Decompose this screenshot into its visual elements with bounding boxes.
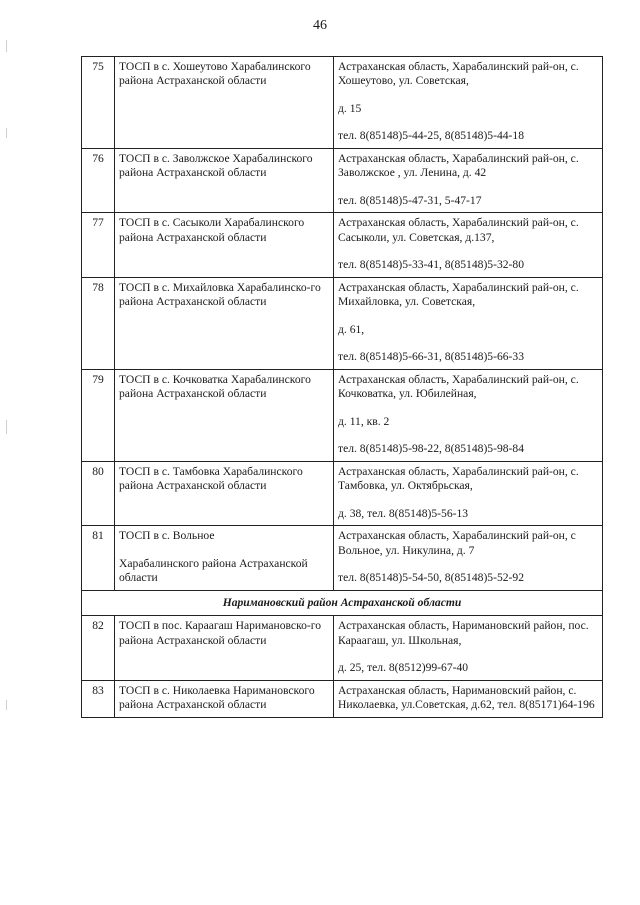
table-row [82,461,603,525]
row-number: 77 [82,213,115,277]
scan-edge-mark [6,700,7,710]
address-line: тел. 8(85148)5-44-25, 8(85148)5-44-18 [338,129,525,143]
address-line: тел. 8(85148)5-54-50, 8(85148)5-52-92 [338,571,525,585]
table-row [82,213,603,277]
address-line: Астраханская область, Харабалинский рай-он, с. Тамбовка, ул. Октябрьская, [338,464,579,493]
row-number: 82 [82,616,115,680]
page-number: 46 [313,18,327,33]
address-line: Астраханская область, Харабалинский рай-он, с. Кочковатка, ул. Юбилейная, [338,372,579,401]
address-line: Астраханская область, Харабалинский рай-он, с. Хошеутово, ул. Советская, [338,60,579,88]
address-line: д. 15 [338,101,362,115]
address-cell [334,616,603,680]
organization-cell [115,148,334,212]
section-title: Наримановский район Астраханской области [82,590,603,615]
address-cell [334,369,603,461]
organization-name: ТОСП в пос. Караагаш Наримановско-го района Астраханской области [119,619,322,647]
table-row [82,526,603,590]
address-cell [334,148,603,212]
address-line: тел. 8(85148)5-33-41, 8(85148)5-32-80 [338,258,525,272]
table-row [82,277,603,369]
registry-table [81,56,603,718]
address-line: д. 38, тел. 8(85148)5-56-13 [338,506,469,520]
scan-edge-mark [6,40,7,52]
row-number: 79 [82,369,115,461]
address-cell [334,277,603,369]
table-row [82,369,603,461]
address-cell [334,57,603,149]
organization-name: ТОСП в с. Тамбовка Харабалинского района Астраханской области [119,464,303,493]
address-line: Астраханская область, Харабалинский рай-он, с. Заволжское , ул. Ленина, д. 42 [338,151,579,180]
address-line: Астраханская область, Наримановский район, с. Николаевка, ул.Советская, д.62, тел. 8(85171)64-196 [338,683,595,712]
organization-name: ТОСП в с. Николаевка Наримановского района Астраханской области [119,683,315,712]
section-header-row [82,590,603,615]
organization-name: Харабалинского района Астраханской области [119,556,308,585]
address-line: Астраханская область, Харабалинский рай-он, с Вольное, ул. Никулина, д. 7 [338,529,576,557]
address-cell [334,526,603,590]
row-number: 76 [82,148,115,212]
scan-edge-mark [6,128,7,138]
table-row [82,148,603,212]
address-line: Астраханская область, Харабалинский рай-он, с. Михайловка, ул. Советская, [338,280,579,309]
address-line: Астраханская область, Наримановский район, пос. Караагаш, ул. Школьная, [338,619,589,647]
organization-name: ТОСП в с. Михайловка Харабалинско-го района Астраханской области [119,280,321,309]
organization-cell [115,680,334,717]
row-number: 75 [82,57,115,149]
organization-cell [115,57,334,149]
organization-cell [115,616,334,680]
address-line: тел. 8(85148)5-47-31, 5-47-17 [338,193,482,207]
organization-cell [115,213,334,277]
address-line: д. 11, кв. 2 [338,414,390,428]
organization-name: ТОСП в с. Кочковатка Харабалинского района Астраханской области [119,372,311,401]
table-row [82,616,603,680]
address-line: тел. 8(85148)5-98-22, 8(85148)5-98-84 [338,442,525,456]
row-number: 78 [82,277,115,369]
table-row [82,57,603,149]
address-cell [334,213,603,277]
address-line: д. 61, [338,322,365,336]
organization-cell [115,461,334,525]
table-row [82,680,603,717]
row-number: 81 [82,526,115,590]
organization-name: ТОСП в с. Сасыколи Харабалинского района Астраханской области [119,216,305,244]
organization-cell [115,277,334,369]
address-line: тел. 8(85148)5-66-31, 8(85148)5-66-33 [338,350,525,364]
organization-name: ТОСП в с. Хошеутово Харабалинского района Астраханской области [119,60,311,88]
organization-name: ТОСП в с. Заволжское Харабалинского района Астраханской области [119,151,313,180]
organization-cell [115,369,334,461]
address-cell [334,461,603,525]
organization-name: ТОСП в с. Вольное [119,529,215,543]
organization-cell [115,526,334,590]
row-number: 83 [82,680,115,717]
address-line: Астраханская область, Харабалинский рай-он, с. Сасыколи, ул. Советская, д.137, [338,216,579,244]
address-cell [334,680,603,717]
scan-edge-mark [6,420,7,434]
address-line: д. 25, тел. 8(8512)99-67-40 [338,661,469,675]
row-number: 80 [82,461,115,525]
